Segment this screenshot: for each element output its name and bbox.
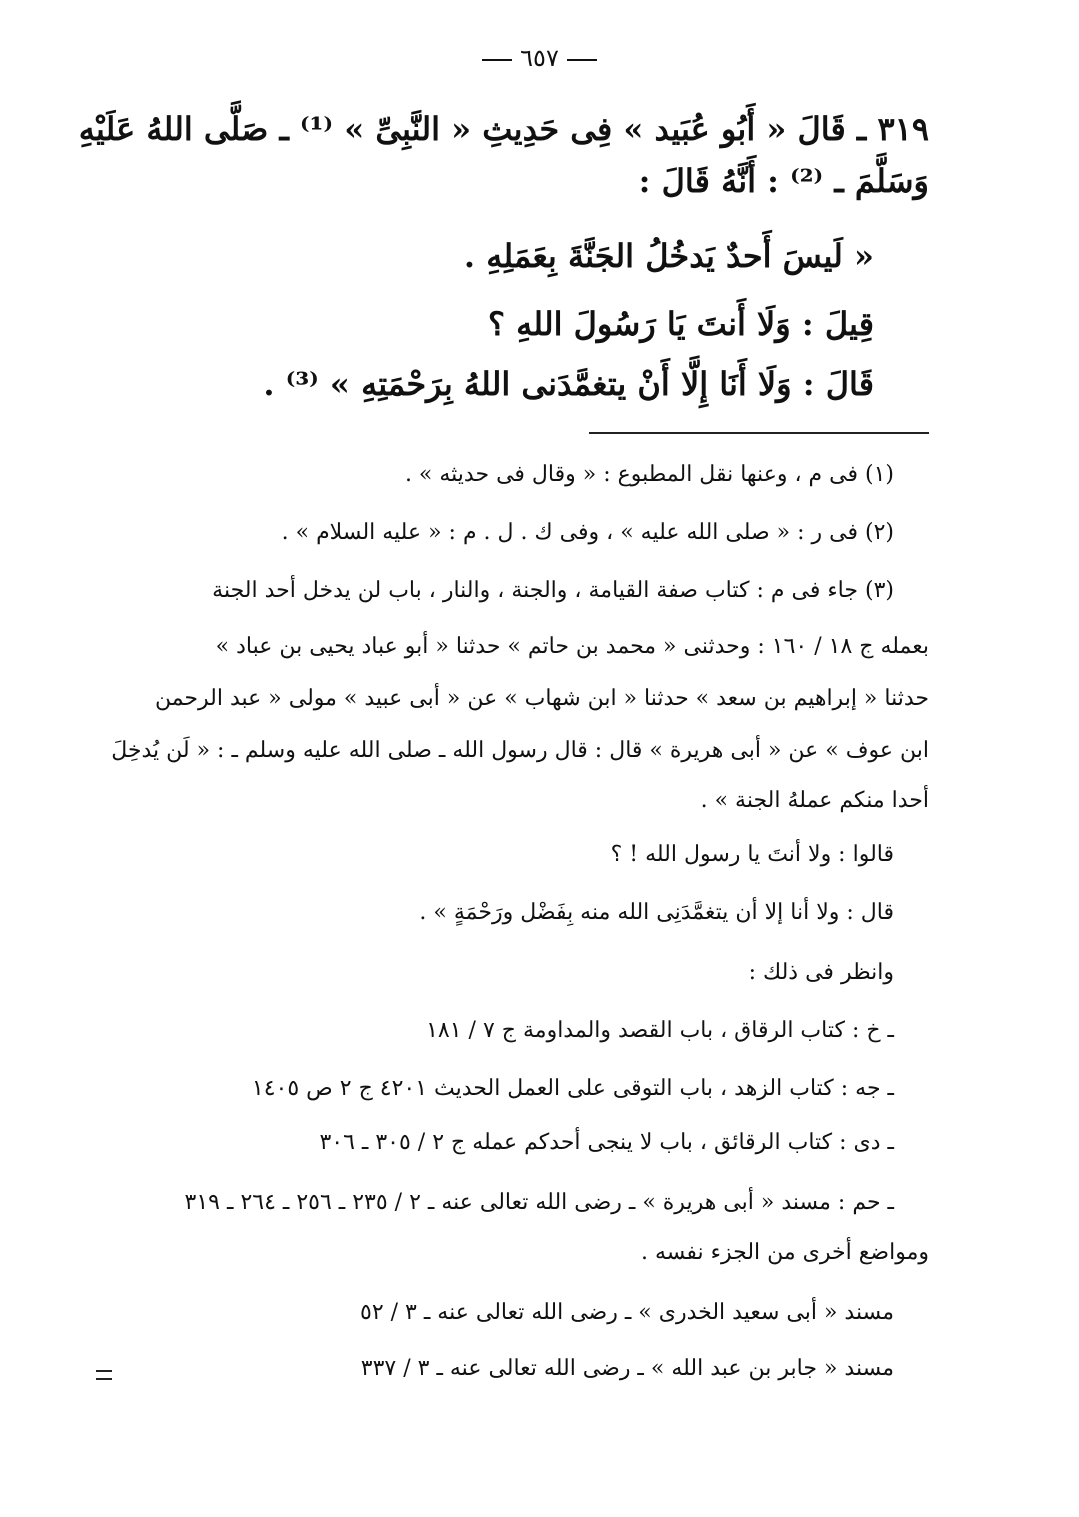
- page-number: [0, 44, 1079, 72]
- footnote-separator: [589, 432, 929, 434]
- footnote-3-line-2: بعمله ج ١٨ / ١٦٠ : وحدثنى « محمد بن حاتم » حدثنا « أبو عباد يحيى بن عباد »: [215, 634, 929, 659]
- footnote-3-line-15: مسند « جابر بن عبد الله » ـ رضى الله تعالى عنه ـ ٣ / ٣٣٧: [360, 1356, 894, 1381]
- footnote-3-line-6: قالوا : ولا أنتَ يا رسول الله ! ؟: [610, 842, 894, 867]
- hadith-line-4: قِيلَ : وَلَا أَنتَ يَا رَسُولَ اللهِ ؟: [488, 305, 874, 343]
- footnote-3-line-11: ـ دى : كتاب الرقائق ، باب لا ينجى أحدكم عمله ج ٢ / ٣٠٥ ـ ٣٠٦: [319, 1130, 894, 1155]
- page-number-dash-left: [482, 59, 512, 61]
- page-number-text: ٦٥٧: [520, 44, 559, 72]
- footnote-1: (١) فى م ، وعنها نقل المطبوع : « وقال فى حديثه » .: [404, 462, 894, 487]
- footnote-3-line-1: (٣) جاء فى م : كتاب صفة القيامة ، والجنة ، والنار ، باب لن يدخل أحد الجنة: [212, 578, 894, 603]
- footnote-3-line-8: وانظر فى ذلك :: [748, 960, 894, 985]
- hadith-line-2: وَسَلَّمَ ـ ⁽²⁾ : أَنَّهُ قَالَ :: [638, 162, 929, 200]
- footnote-3-line-9: ـ خ : كتاب الرقاق ، باب القصد والمداومة ج ٧ / ١٨١: [426, 1018, 894, 1043]
- footnote-3-line-12: ـ حم : مسند « أبى هريرة » ـ رضى الله تعالى عنه ـ ٢ / ٢٣٥ ـ ٢٥٦ ـ ٢٦٤ ـ ٣١٩: [184, 1190, 894, 1215]
- footnote-2: (٢) فى ر : « صلى الله عليه » ، وفى ك . ل . م : « عليه السلام » .: [281, 520, 894, 545]
- page-number-dash-right: [567, 59, 597, 61]
- footnote-3-line-10: ـ جه : كتاب الزهد ، باب التوقى على العمل الحديث ٤٢٠١ ج ٢ ص ١٤٠٥: [251, 1076, 894, 1101]
- footnote-3-line-7: قال : ولا أنا إلا أن يتغمَّدَنِى الله منه بِفَضْل ورَحْمَةٍ » .: [419, 900, 894, 925]
- footnote-3-line-4: ابن عوف » عن « أبى هريرة » قال : قال رسول الله ـ صلى الله عليه وسلم ـ : « لَن يُدخِلَ: [111, 738, 929, 763]
- hadith-line-3: « لَيسَ أَحدٌ يَدخُلُ الجَنَّةَ بِعَمَلِهِ .: [463, 237, 874, 275]
- footnote-3-line-14: مسند « أبى سعيد الخدرى » ـ رضى الله تعالى عنه ـ ٣ / ٥٢: [360, 1300, 894, 1325]
- footnote-3-line-5: أحدا منكم عملهُ الجنة » .: [700, 788, 929, 813]
- hadith-line-1: ٣١٩ ـ قَالَ « أَبُو عُبَيد » فِى حَدِيثِ « النَّبِىِّ » ⁽¹⁾ ـ صَلَّى اللهُ عَلَيْهِ: [78, 110, 929, 148]
- footnote-3-line-13: ومواضع أخرى من الجزء نفسه .: [640, 1240, 929, 1265]
- footnote-3-line-3: حدثنا « إبراهيم بن سعد » حدثنا « ابن شهاب » عن « أبى عبيد » مولى « عبد الرحمن: [154, 686, 929, 711]
- margin-mark: [96, 1370, 112, 1380]
- hadith-line-5: قَالَ : وَلَا أَنَا إِلَّا أَنْ يتغمَّدَنى اللهُ بِرَحْمَتِهِ » ⁽³⁾ .: [263, 365, 874, 403]
